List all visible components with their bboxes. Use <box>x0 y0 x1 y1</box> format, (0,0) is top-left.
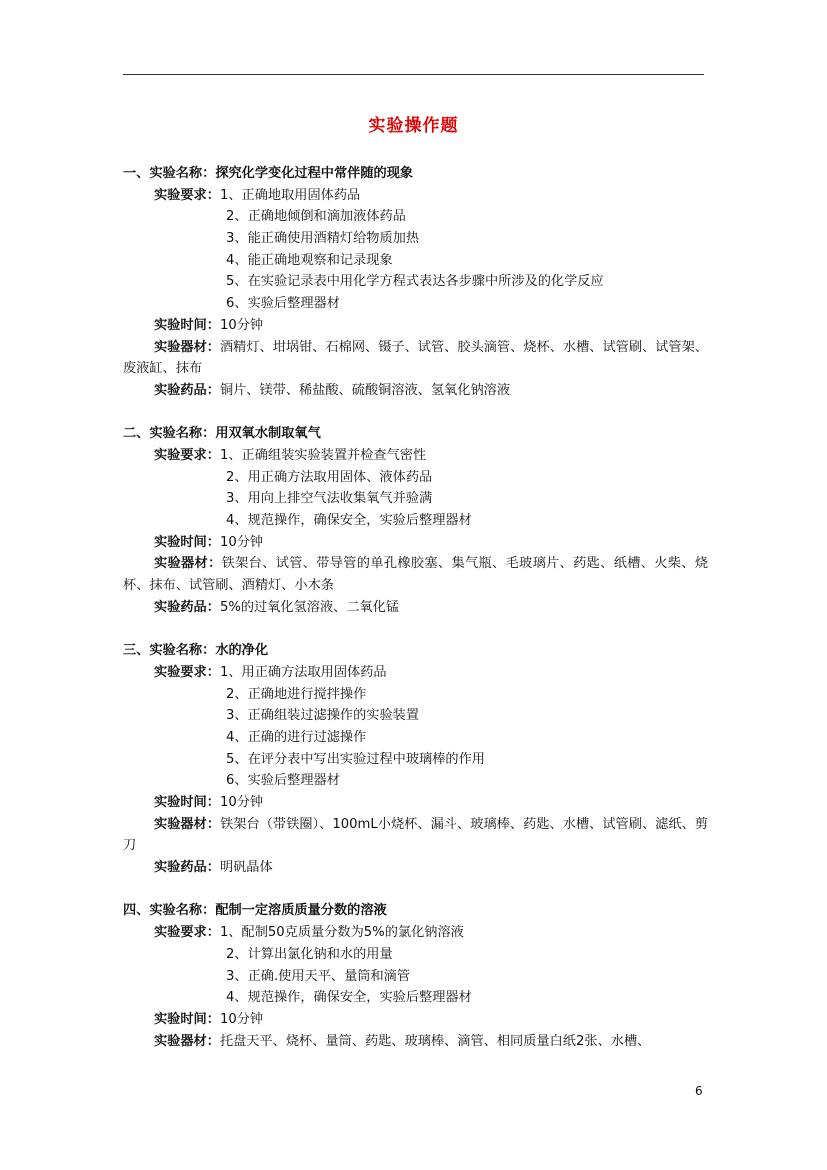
equipment-line <box>123 1031 708 1053</box>
experiment-section-3 <box>123 640 708 879</box>
requirements-line <box>123 662 708 684</box>
equipment-label: 实验器材： <box>154 339 220 355</box>
requirement-item: 3、能正确使用酒精灯给物质加热 <box>226 231 420 247</box>
experiment-name: 水的净化 <box>215 643 269 659</box>
reagents-line <box>123 380 708 402</box>
experiment-name-line: 四、实验名称：配制一定溶质质量分数的溶液 <box>123 903 387 919</box>
requirement-item: 3、正确组装过滤操作的实验装置 <box>226 708 420 724</box>
equipment-value: 托盘天平、烧杯、量筒、药匙、玻璃棒、滴管、相同质量白纸2张、水槽、 <box>219 1033 651 1049</box>
document-body <box>123 163 708 1074</box>
time-label: 实验时间： <box>154 317 220 333</box>
requirement-item: 2、计算出氯化钠和水的用量 <box>226 946 393 962</box>
requirement-item: 1、配制50克质量分数为5%的氯化钠溶液 <box>219 925 464 941</box>
requirement-item: 6、实验后整理器材 <box>226 773 340 789</box>
experiment-section-1 <box>123 163 708 402</box>
equipment-label: 实验器材： <box>154 556 222 572</box>
time-value: 10分钟 <box>219 317 264 333</box>
experiment-name-line: 一、实验名称：探究化学变化过程中常伴随的现象 <box>123 166 414 181</box>
requirements-line <box>123 922 708 944</box>
reagents-value: 明矾晶体 <box>219 860 273 876</box>
experiment-name: 用双氧水制取氧气 <box>215 426 321 442</box>
reagents-value: 铜片、镁带、稀盐酸、硫酸铜溶液、氢氧化钠溶液 <box>219 382 511 398</box>
time-label: 实验时间： <box>154 534 220 550</box>
requirements-label: 实验要求： <box>154 664 220 680</box>
requirement-item: 5、在实验记录表中用化学方程式表达各步骤中所涉及的化学反应 <box>226 274 604 290</box>
page-number: 6 <box>695 1084 703 1098</box>
equipment-label: 实验器材： <box>154 816 221 832</box>
equipment-value: 铁架台、试管、带导管的单孔橡胶塞、集气瓶、毛玻璃片、药匙、纸槽、火柴、烧杯、抹布、试管刷、酒精灯、小木条 <box>123 556 709 594</box>
experiment-name-line: 三、实验名称：水的净化 <box>123 643 269 659</box>
equipment-line <box>123 814 708 857</box>
requirements-label: 实验要求： <box>154 447 220 463</box>
experiment-name: 探究化学变化过程中常伴随的现象 <box>215 166 414 181</box>
requirement-item: 2、正确地倾倒和滴加液体药品 <box>226 209 406 225</box>
requirements-line <box>123 445 708 467</box>
requirements-label: 实验要求： <box>154 187 220 203</box>
requirement-item: 6、实验后整理器材 <box>226 296 340 312</box>
time-value: 10分钟 <box>219 534 264 550</box>
requirement-item: 4、正确的进行过滤操作 <box>226 729 367 745</box>
experiment-name-line: 二、实验名称：用双氧水制取氧气 <box>123 426 321 442</box>
reagents-label: 实验药品： <box>154 860 220 876</box>
requirement-item: 3、用向上排空气法收集氧气并验满 <box>226 491 433 507</box>
header-rule <box>123 74 704 75</box>
equipment-line <box>123 337 708 380</box>
time-line <box>123 792 708 814</box>
page-title: 实验操作题 <box>368 116 459 136</box>
reagents-line <box>123 857 708 879</box>
equipment-value: 酒精灯、坩埚钳、石棉网、镊子、试管、胶头滴管、烧杯、水槽、试管刷、试管架、废液缸、抹布 <box>123 339 708 377</box>
requirement-item: 1、用正确方法取用固体药品 <box>219 664 387 680</box>
experiment-section-2 <box>123 423 708 618</box>
time-line <box>123 532 708 554</box>
requirements-line <box>123 185 708 207</box>
requirement-item: 4、规范操作，确保安全，实验后整理器材 <box>226 990 472 1006</box>
reagents-value: 5%的过氧化氢溶液、二氧化锰 <box>219 599 400 615</box>
requirement-item: 1、正确组装实验装置并检查气密性 <box>219 447 427 463</box>
equipment-value: 铁架台（带铁圈）、100mL小烧杯、漏斗、玻璃棒、药匙、水槽、试管刷、滤纸、剪刀 <box>123 816 709 854</box>
time-value: 10分钟 <box>219 1011 264 1027</box>
equipment-label: 实验器材： <box>154 1033 220 1049</box>
reagents-line <box>123 597 708 619</box>
time-line <box>123 1009 708 1031</box>
experiment-section-4 <box>123 900 708 1052</box>
requirement-item: 2、用正确方法取用固体、液体药品 <box>226 469 433 485</box>
requirement-item: 2、正确地进行搅拌操作 <box>226 686 367 702</box>
requirement-item: 1、正确地取用固体药品 <box>219 187 361 203</box>
time-label: 实验时间： <box>154 1011 220 1027</box>
experiment-name: 配制一定溶质质量分数的溶液 <box>215 903 387 919</box>
requirement-item: 4、规范操作，确保安全，实验后整理器材 <box>226 513 472 529</box>
equipment-line <box>123 553 708 596</box>
requirement-item: 5、在评分表中写出实验过程中玻璃棒的作用 <box>226 751 485 767</box>
requirement-item: 4、能正确地观察和记录现象 <box>226 252 393 268</box>
time-value: 10分钟 <box>219 795 264 810</box>
reagents-label: 实验药品： <box>154 382 220 398</box>
reagents-label: 实验药品： <box>154 599 220 615</box>
requirement-item: 3、正确.使用天平、量筒和滴管 <box>226 968 411 984</box>
time-label: 实验时间： <box>154 795 220 810</box>
requirements-label: 实验要求： <box>154 925 220 941</box>
time-line <box>123 315 708 337</box>
